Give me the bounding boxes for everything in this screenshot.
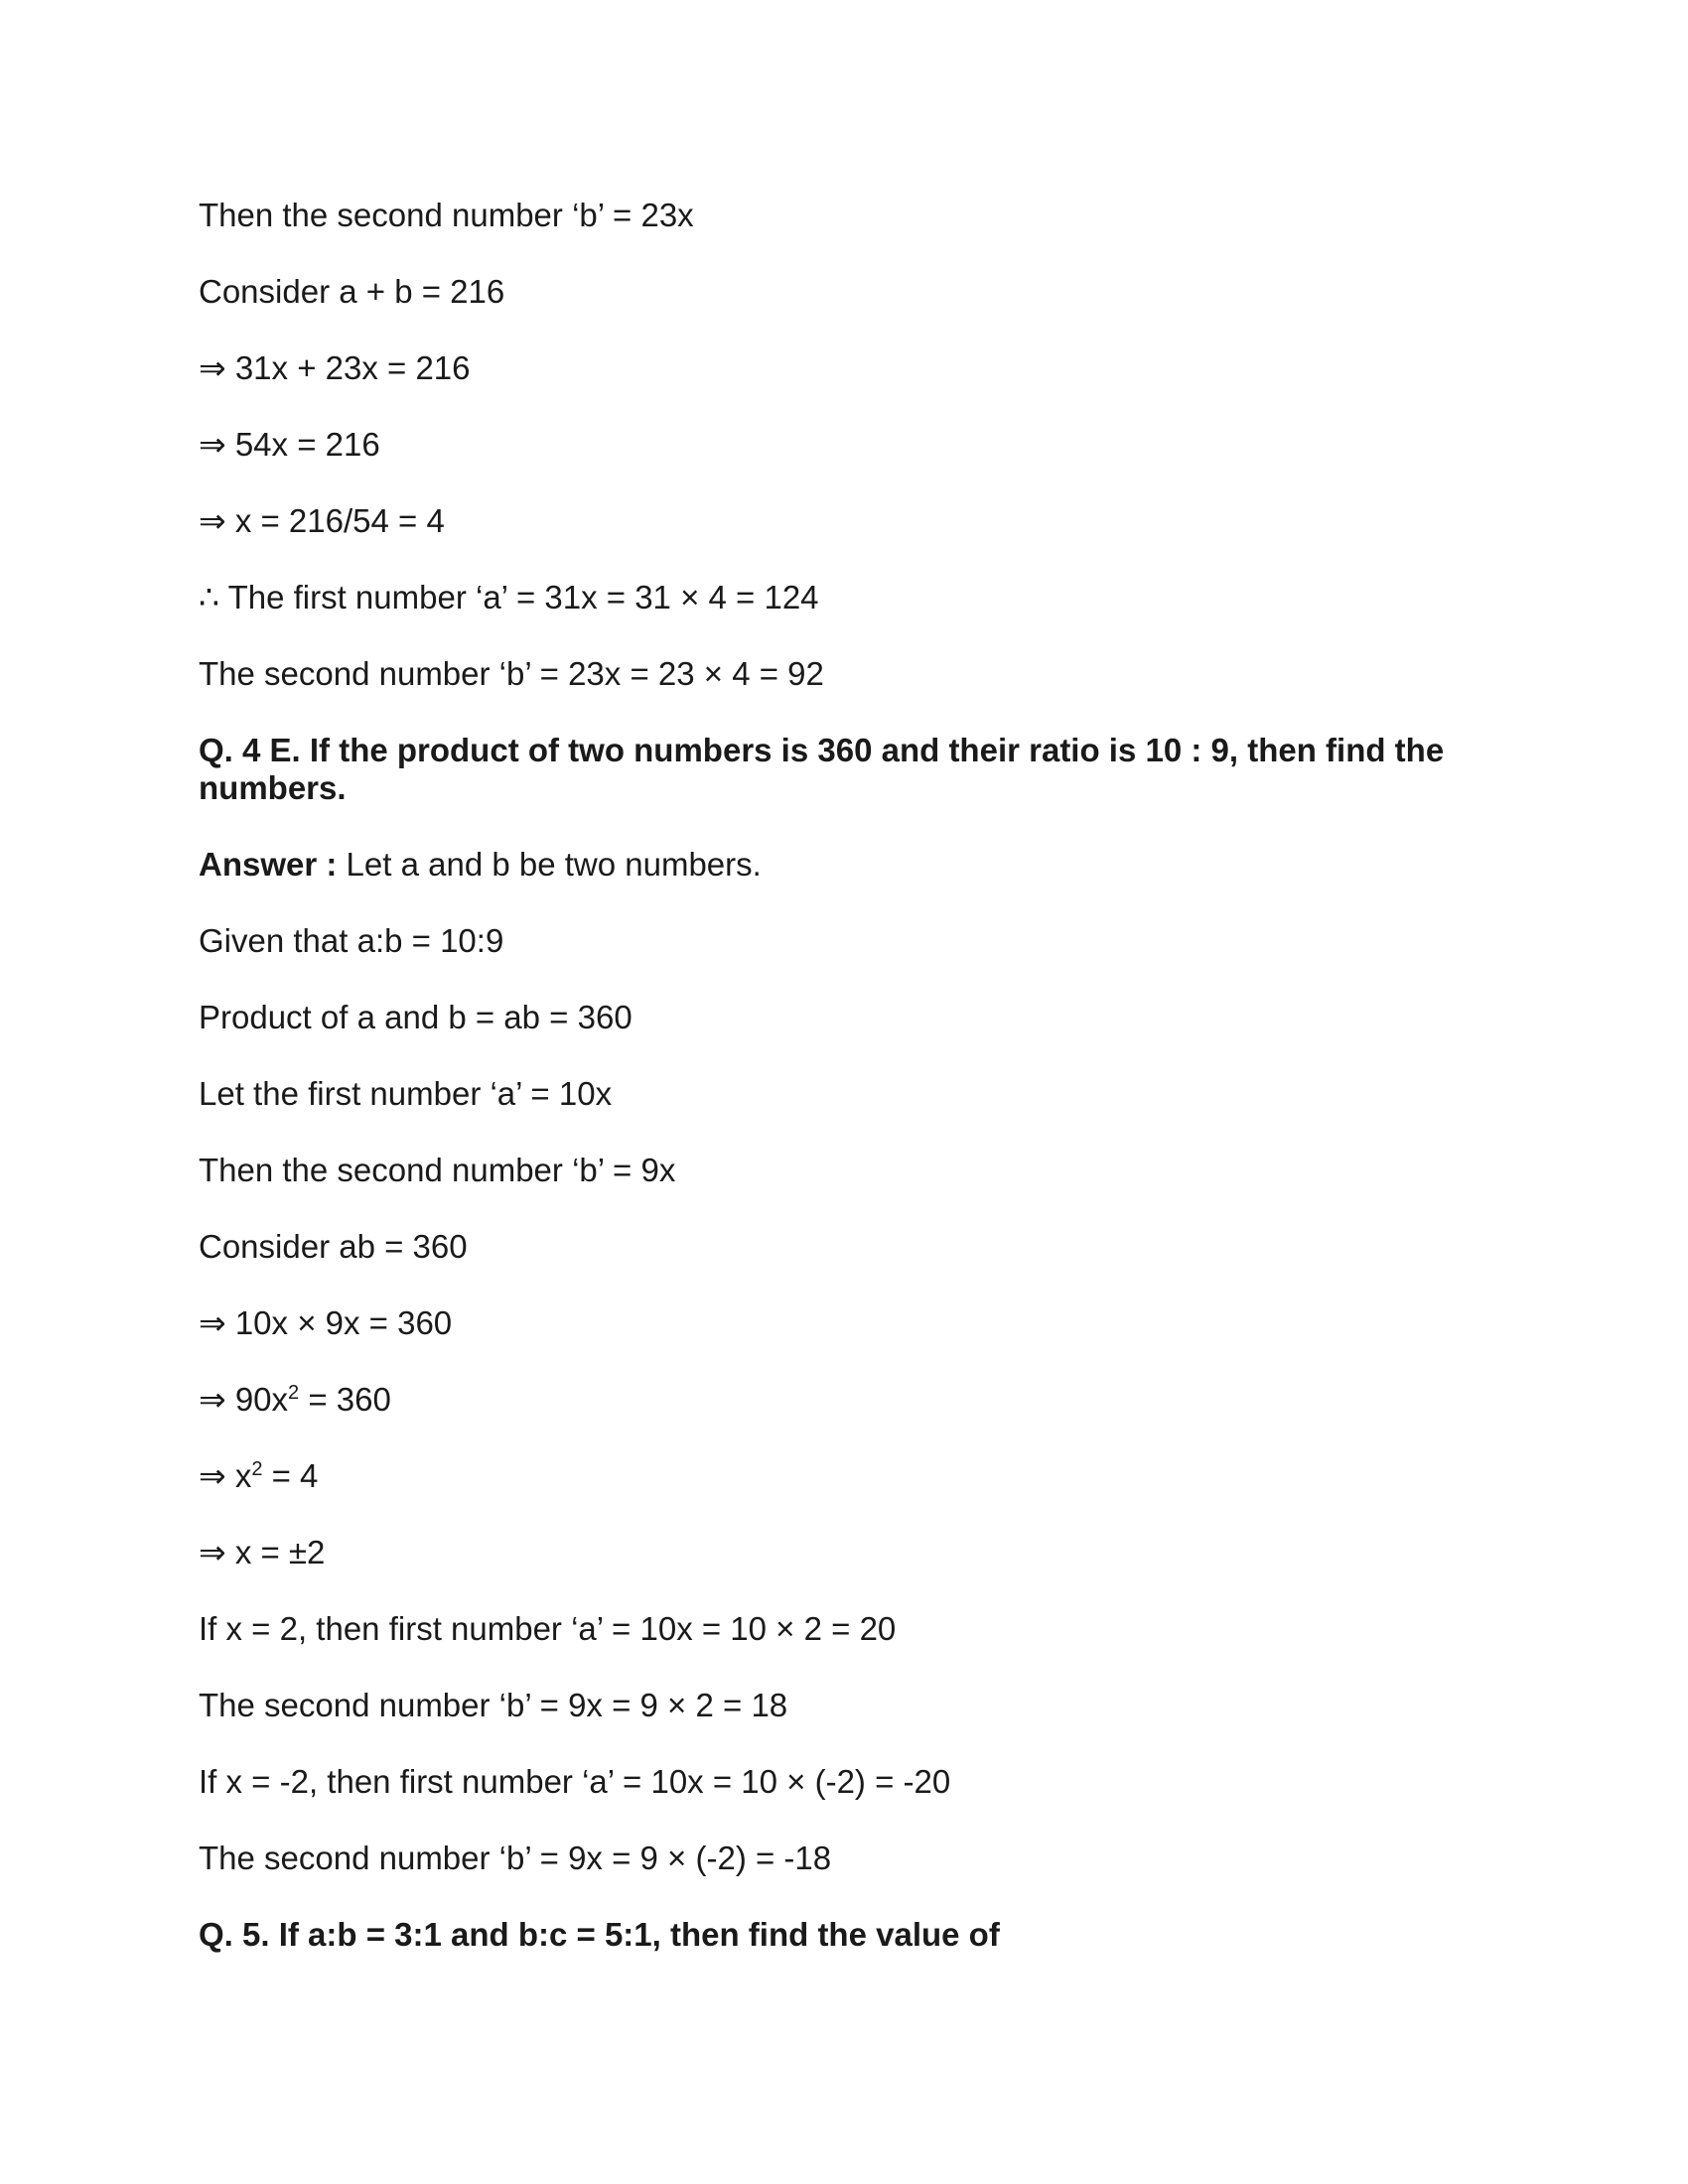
text-line: ⇒ 31x + 23x = 216 (199, 349, 471, 386)
eq-exponent: 2 (251, 1458, 263, 1480)
text-line: Product of a and b = ab = 360 (199, 999, 633, 1035)
eq-after: = 360 (299, 1381, 391, 1418)
text-line: If x = -2, then first number ‘a’ = 10x = 10 × (-2) = -20 (199, 1763, 951, 1800)
text-line: The second number ‘b’ = 9x = 9 × 2 = 18 (199, 1687, 788, 1723)
text-line: ⇒ 10x × 9x = 360 (199, 1304, 453, 1341)
text-line: ⇒ x = ±2 (199, 1534, 326, 1570)
question-heading: Q. 5. If a:b = 3:1 and b:c = 5:1, then find the value of (199, 1916, 1000, 1953)
eq-before: ⇒ x (199, 1457, 252, 1494)
answer-line (199, 846, 762, 884)
answer-text: Let a and b be two numbers. (337, 846, 762, 883)
text-line: Given that a:b = 10:9 (199, 922, 504, 959)
text-line: The second number ‘b’ = 23x = 23 × 4 = 92 (199, 655, 824, 692)
text-line: Consider a + b = 216 (199, 273, 505, 310)
answer-label: Answer : (199, 846, 338, 883)
text-line: Then the second number ‘b’ = 9x (199, 1152, 676, 1188)
text-line: ⇒ 54x = 216 (199, 426, 380, 463)
equation-line (199, 1457, 318, 1495)
text-line: Then the second number ‘b’ = 23x (199, 197, 694, 233)
equation-line (199, 1381, 391, 1419)
eq-exponent: 2 (288, 1382, 300, 1404)
eq-before: ⇒ 90x (199, 1381, 289, 1418)
question-heading: Q. 4 E. If the product of two numbers is 360 and their ratio is 10 : 9, then find the numbers. (199, 732, 1445, 806)
text-line: ⇒ x = 216/54 = 4 (199, 502, 445, 539)
text-line: ∴ The first number ‘a’ = 31x = 31 × 4 = 124 (199, 579, 819, 615)
eq-after: = 4 (262, 1457, 319, 1494)
text-line: Consider ab = 360 (199, 1228, 468, 1265)
text-line: Let the first number ‘a’ = 10x (199, 1075, 613, 1112)
text-line: If x = 2, then first number ‘a’ = 10x = 10 × 2 = 20 (199, 1610, 897, 1647)
text-line: The second number ‘b’ = 9x = 9 × (-2) = -18 (199, 1840, 832, 1876)
